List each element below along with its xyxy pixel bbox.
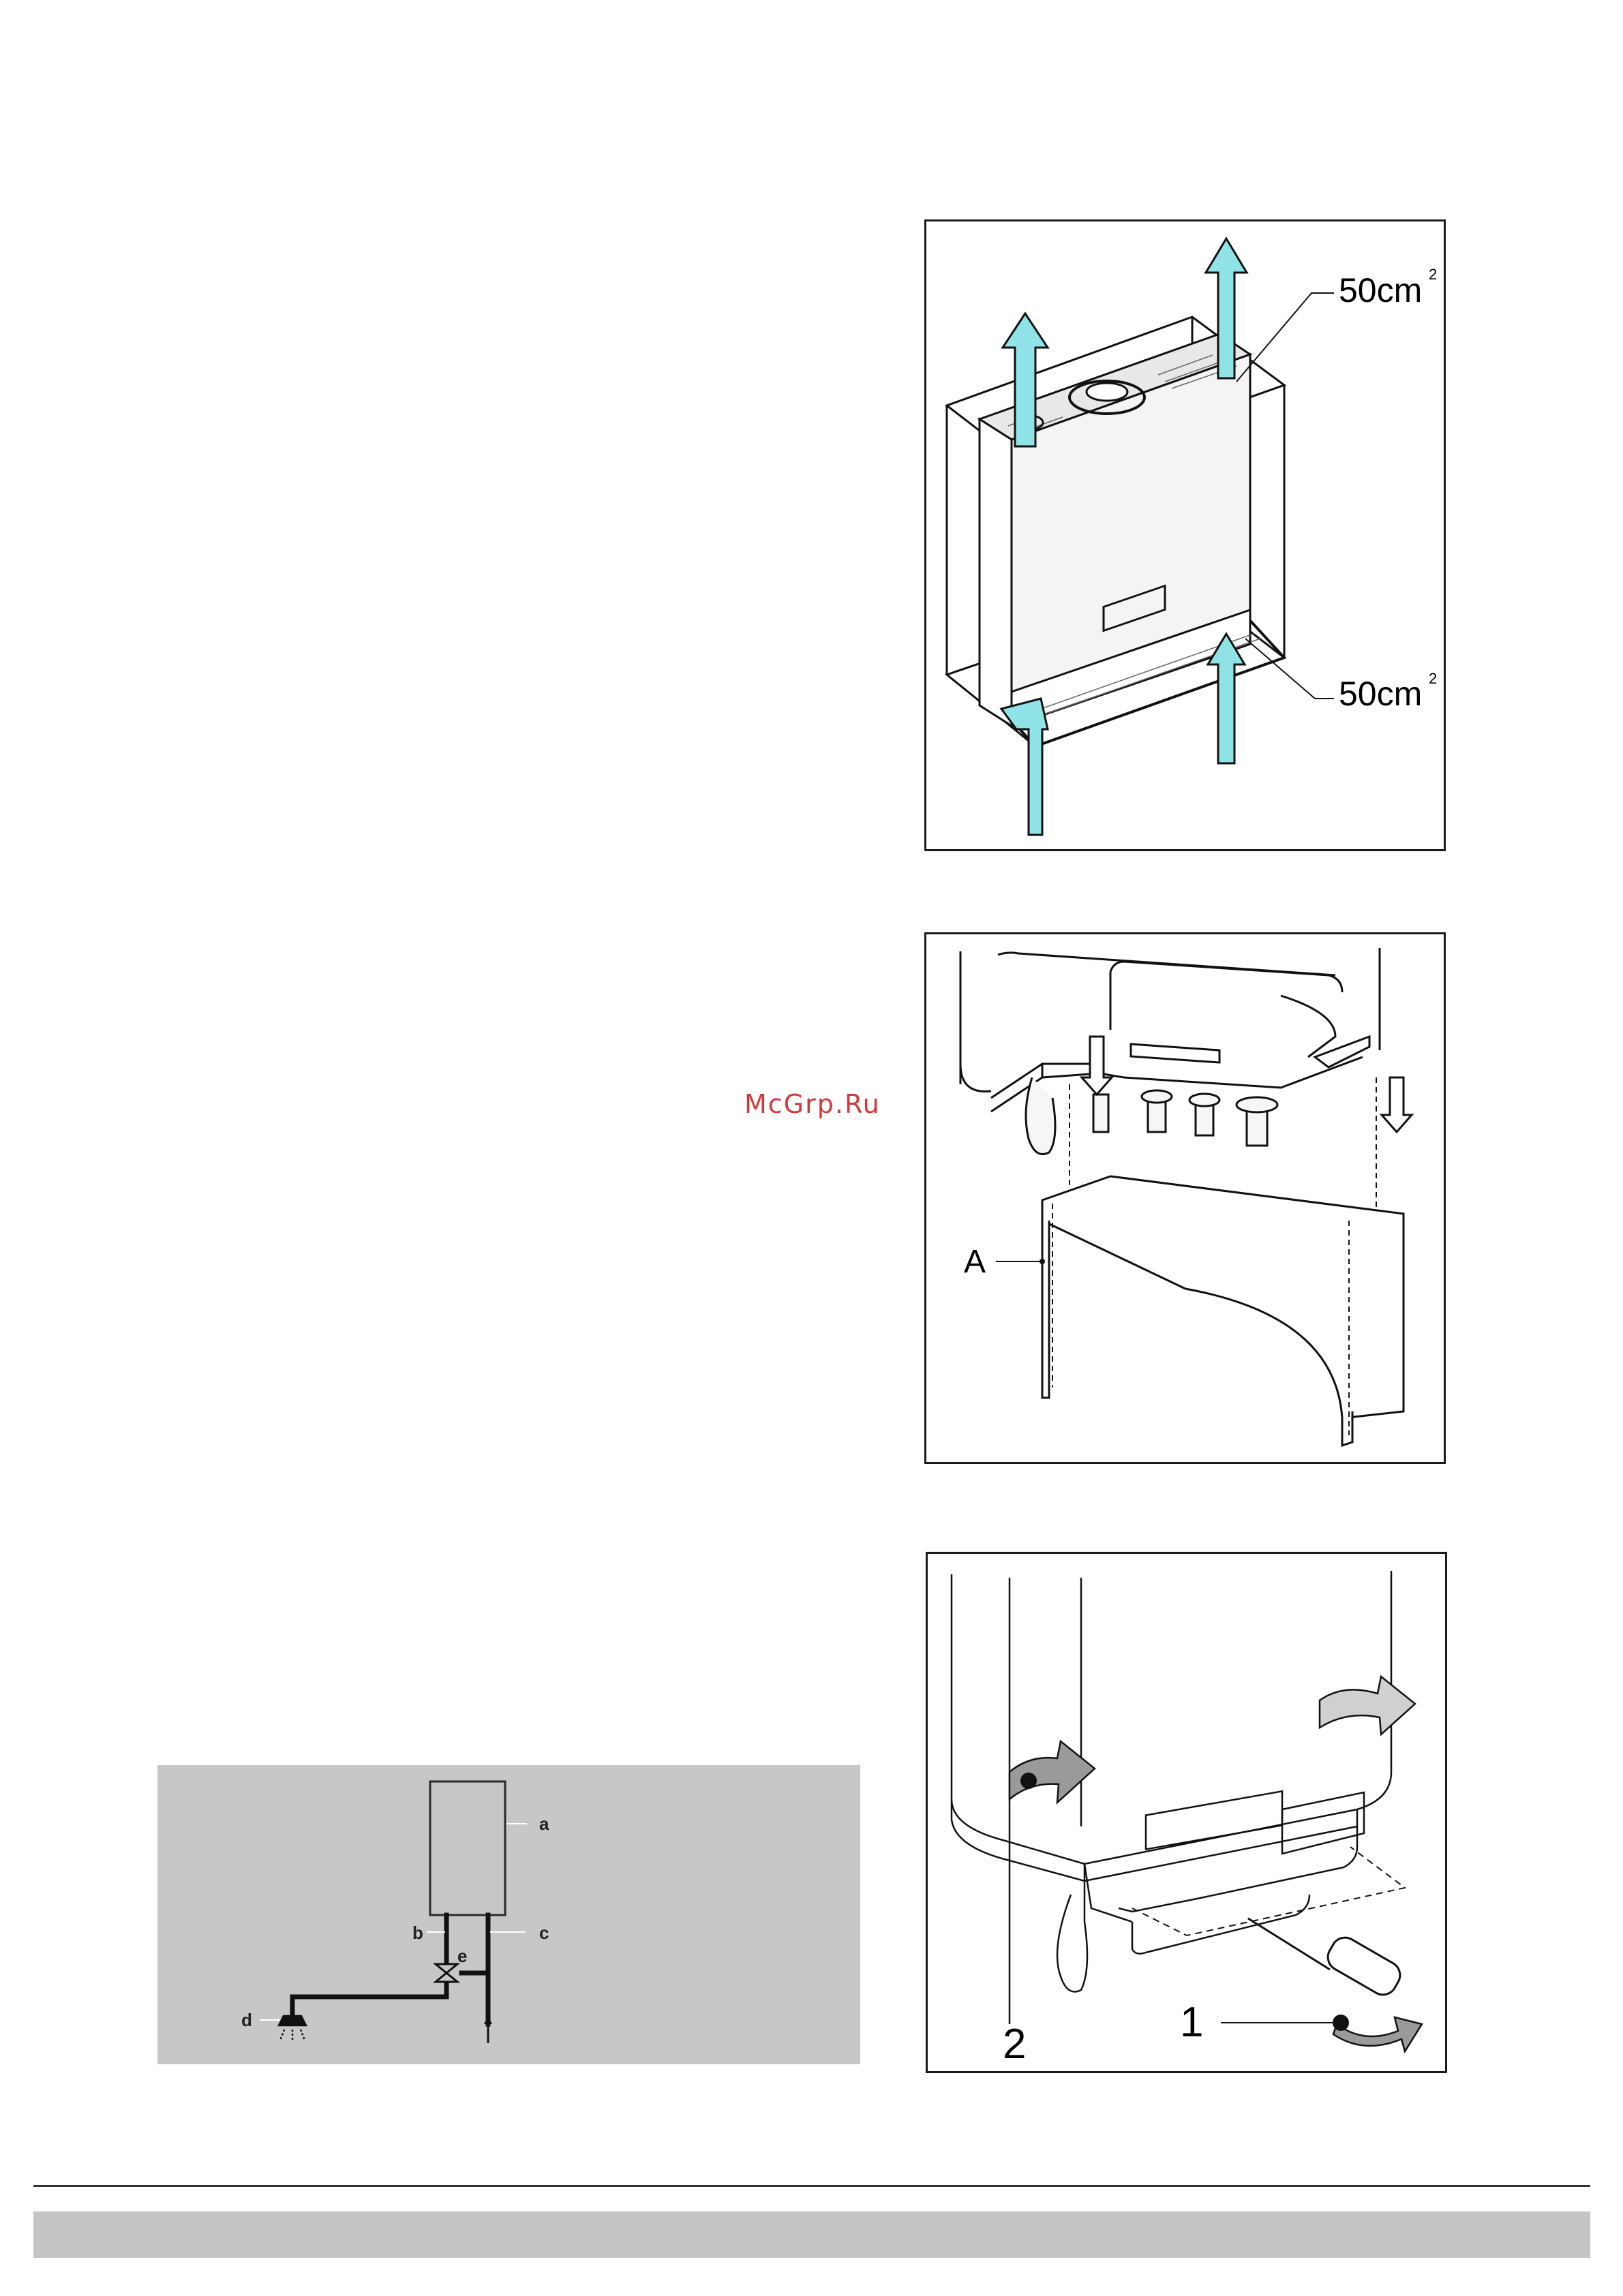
ventilation-drawing <box>926 221 1448 853</box>
figure-lower-cover <box>924 932 1446 1464</box>
watermark: McGrp.Ru <box>744 1089 881 1119</box>
figure-front-panel-opening <box>926 1552 1447 2073</box>
appliance-box <box>430 1781 505 1915</box>
label-d: d <box>241 2010 252 2030</box>
label-top-area: 50cm <box>1339 271 1423 309</box>
label-step-1: 1 <box>1180 1999 1204 2046</box>
label-b: b <box>412 1923 423 1943</box>
label-a: a <box>539 1813 549 1834</box>
footer-bar <box>33 2211 1590 2258</box>
shower-head-d <box>279 2016 306 2042</box>
label-bottom-area-sup: 2 <box>1429 670 1438 687</box>
label-top-area-sup: 2 <box>1429 266 1438 283</box>
arrow-up-left-bottom <box>1001 699 1048 835</box>
label-e: e <box>457 1946 468 1966</box>
valve-e <box>436 1964 457 1982</box>
schema-panel <box>157 1765 860 2064</box>
panel-opening-drawing <box>928 1554 1449 2075</box>
footer-rule <box>33 2185 1590 2187</box>
label-step-2: 2 <box>1003 2021 1027 2068</box>
label-bottom-area: 50cm <box>1339 675 1423 713</box>
lower-cover-drawing <box>926 934 1448 1466</box>
figure-ventilation <box>924 219 1446 851</box>
schema-drawing <box>157 1765 860 2064</box>
label-c: c <box>539 1923 549 1943</box>
label-cover-a: A <box>964 1244 986 1280</box>
